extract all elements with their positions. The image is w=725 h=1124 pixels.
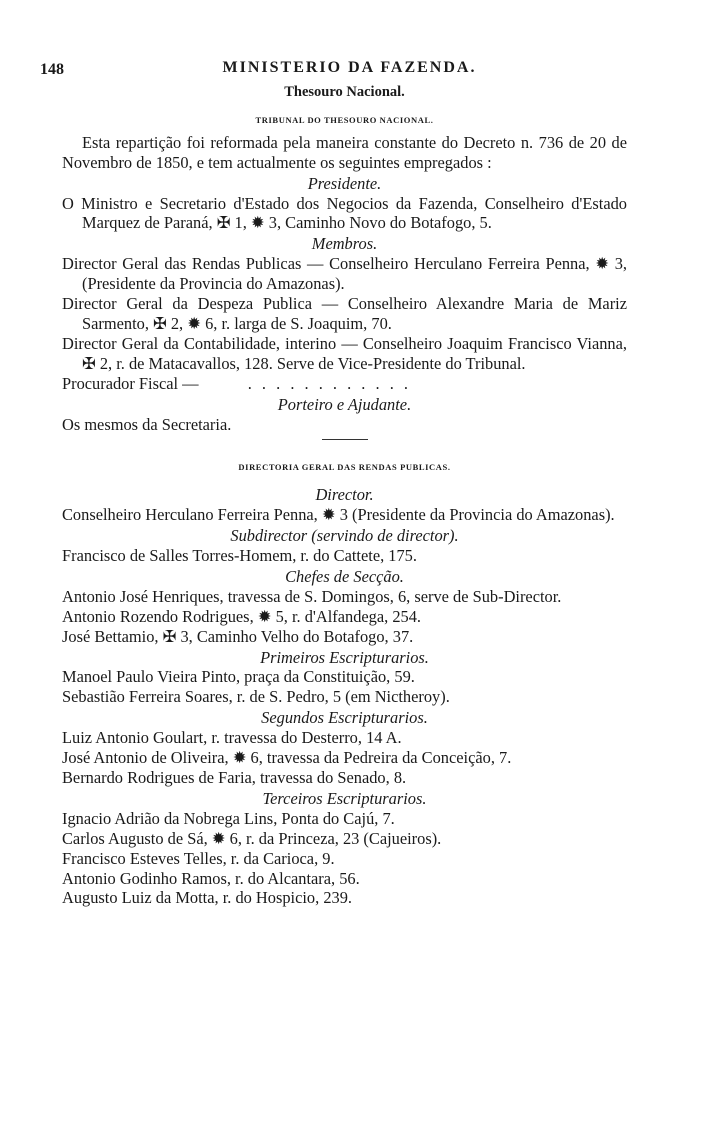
tribunal-heading: TRIBUNAL DO THESOURO NACIONAL. [255, 114, 434, 125]
porteiro-label: Porteiro e Ajudante. [277, 394, 412, 414]
chefe-entry: Antonio Rozendo Rodrigues, ✹ 5, r. d'Alfandega, 254. [62, 606, 422, 626]
porteiro-entry: Os mesmos da Secretaria. [62, 414, 232, 434]
terceiro-entry: Ignacio Adrião da Nobrega Lins, Ponta do Cajú, 7. [62, 808, 395, 828]
members-label: Membros. [311, 234, 378, 254]
member-entry: Director Geral da Despeza Publica — Conselheiro Alexandre Maria de Mariz Sarmento, ✠ 2, ✹ 6, r. larga de S. Joaquim, 70. [62, 294, 627, 333]
section-divider [322, 439, 368, 440]
terceiro-entry: Antonio Godinho Ramos, r. do Alcantara, 56. [62, 868, 360, 888]
president-entry: O Ministro e Secretario d'Estado dos Negocios da Fazenda, Conselheiro d'Estado Marquez de Paraná, ✠ 1, ✹ 3, Caminho Novo do Botafogo, 5. [62, 193, 627, 233]
subdirector-label: Subdirector (servindo de director). [230, 526, 459, 546]
segundos-label: Segundos Escripturarios. [261, 708, 428, 728]
procurador-entry [62, 374, 627, 394]
primeiros-label: Primeiros Escripturarios. [260, 647, 429, 667]
section-subtitle: Thesouro Nacional. [284, 84, 405, 100]
terceiro-entry: Carlos Augusto de Sá, ✹ 6, r. da Princeza, 23 (Cajueiros). [62, 828, 442, 848]
procurador-label: Procurador Fiscal — [62, 373, 199, 393]
chefe-entry: José Bettamio, ✠ 3, Caminho Velho do Botafogo, 37. [62, 626, 414, 646]
terceiros-label: Terceiros Escripturarios. [262, 788, 427, 808]
member-entry: Director Geral das Rendas Publicas — Conselheiro Herculano Ferreira Penna, ✹ 3, (Presidente da Provincia do Amazonas). [62, 254, 627, 294]
primeiro-entry: Sebastião Ferreira Soares, r. de S. Pedro, 5 (em Nictheroy). [62, 687, 450, 707]
running-title: MINISTERIO DA FAZENDA. [222, 59, 477, 76]
director-label: Director. [315, 485, 374, 505]
terceiro-entry: Augusto Luiz da Motta, r. do Hospicio, 239. [62, 888, 352, 908]
page-number: 148 [40, 61, 64, 78]
president-label: Presidente. [307, 173, 382, 193]
directoria-heading: DIRECTORIA GERAL DAS RENDAS PUBLICAS. [238, 462, 451, 473]
member-entry: Director Geral da Contabilidade, interino — Conselheiro Joaquim Francisco Vianna, ✠ 2, r. de Matacavallos, 128. Serve de Vice-Presidente do Tribunal. [62, 333, 627, 373]
chefes-label: Chefes de Secção. [285, 566, 404, 586]
subdirector-entry: Francisco de Salles Torres-Homem, r. do Cattete, 175. [62, 546, 417, 566]
chefe-entry: Antonio José Henriques, travessa de S. Domingos, 6, serve de Sub-Director. [62, 586, 562, 606]
segundo-entry: José Antonio de Oliveira, ✹ 6, travessa da Pedreira da Conceição, 7. [62, 748, 512, 768]
primeiro-entry: Manoel Paulo Vieira Pinto, praça da Constituição, 59. [62, 667, 415, 687]
procurador-dots: . . . . . . . . . . . . [247, 373, 411, 393]
director-entry: Conselheiro Herculano Ferreira Penna, ✹ 3 (Presidente da Provincia do Amazonas). [62, 505, 615, 525]
page-header [40, 58, 627, 82]
terceiro-entry: Francisco Esteves Telles, r. da Carioca, 9. [62, 848, 335, 868]
segundo-entry: Bernardo Rodrigues de Faria, travessa do Senado, 8. [62, 768, 407, 787]
tribunal-intro: Esta repartição foi reformada pela maneira constante do Decreto n. 736 de 20 de Novembro de 1850, e tem actualmente os seguintes empregados : [62, 132, 627, 172]
segundo-entry: Luiz Antonio Goulart, r. travessa do Desterro, 14 A. [62, 728, 402, 748]
document-page [40, 58, 627, 908]
